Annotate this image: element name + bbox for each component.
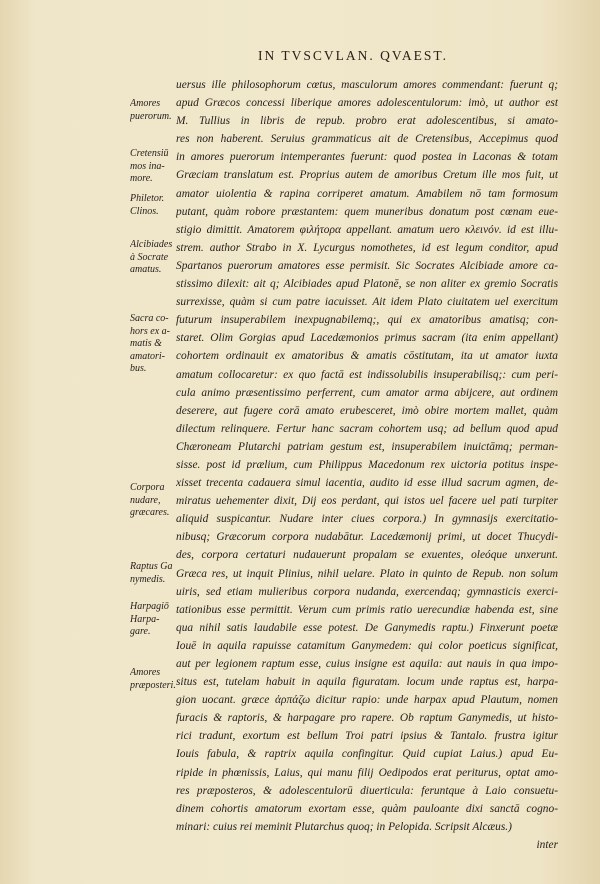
text-line: res non haberent. Seruius grammaticus ait de Cretensibus, Accepimus quod xyxy=(176,133,558,146)
text-line: dilectum relinquere. Fertur hanc sacram cohortem usq; ad bellum quod apud xyxy=(176,422,558,435)
text-line: res præposteros, & adolescentulorū diuerticula: feruntque à Laio consuetu- xyxy=(176,784,558,797)
text-line: Chæroneam Plutarchi patriam gestum est, insuperabilem inuictāmq; perman- xyxy=(176,440,558,453)
margin-note-cretensium xyxy=(130,148,178,186)
margin-note-line: Harpa- xyxy=(130,613,160,625)
margin-note-line: præposteri. xyxy=(130,679,176,691)
margin-note-line: more. xyxy=(130,173,153,184)
text-line: M. Tullius in libris de repub. probro erat adolescentibus, si amato- xyxy=(176,115,558,128)
margin-note-line: mos ina- xyxy=(130,160,165,172)
margin-note-line: Philetor. xyxy=(130,193,165,204)
margin-note-alcibiades xyxy=(130,239,178,277)
text-line: stigio dimittit. Amatorem φιλήτορα appellant. amatum uero κλεινόν. id est illu- xyxy=(176,223,558,236)
margin-note-line: matis & xyxy=(130,338,162,349)
text-line: staret. Olim Gorgias apud Lacedæmonios primus sacram (ita enim appellant) xyxy=(176,332,558,345)
text-line: miratus uehementer dixit, Dij eos perdant, qui istos uel facere uel pati turpiter xyxy=(176,495,558,508)
text-line: Iouis fabula, & raptrix aquila confingitur. Quid cupiat Laius.) apud Eu- xyxy=(176,748,558,761)
text-line: apud Græcos concessi liberique amores adolescentulorum: imò, ut author est xyxy=(176,97,558,110)
text-line: xisset trecenta cadauera simul iacentia, audito id esse illud sacrum agmen, de- xyxy=(176,477,558,490)
margin-note-line: amatori- xyxy=(130,350,165,362)
text-line: situs est, tutelam habuit in aquila figuratam. locum unde raptus est, harpa- xyxy=(176,676,558,689)
text-line: dinem cohortis amatorum exortam esse, quàm pauloante dixi sanctā cogno- xyxy=(176,802,558,815)
text-line: Spartanos puerorum amatores esse permisit. Sic Socrates Alcibiade amore ca- xyxy=(176,259,558,272)
margin-note-line: Alcibiades xyxy=(130,239,173,250)
text-line: gion uocant. græce ἁρπάζω dicitur rapio: unde harpax apud Plautum, nomen xyxy=(176,694,558,707)
text-line: furacis & raptoris, & harpagare pro rapere. Ob raptum Ganymedis, ut histo- xyxy=(176,712,558,725)
text-line: deserere, aut fugere corā amato erubesceret, imò obire mortem mallet, quàm xyxy=(176,404,558,417)
text-line: putant, quàm robore præstantem: quem muneribus donatum post cœnam eue- xyxy=(176,205,558,218)
margin-note-line: nymedis. xyxy=(130,573,166,585)
catchword: inter xyxy=(536,838,558,851)
text-line: amator uiolentia & rapina corriperet amatum. Amabilem nō tam formosum xyxy=(176,187,558,200)
text-line: qua nihil satis laudabile esse potest. De Ganymedis raptu.) Finxerunt poetæ xyxy=(176,621,558,634)
margin-note-line: Amores xyxy=(130,667,161,678)
margin-note-line: Amores xyxy=(130,98,161,109)
margin-note-line: nudare, xyxy=(130,494,161,506)
margin-note-harpagion xyxy=(130,601,178,639)
margin-note-corpora-nudare xyxy=(130,482,178,520)
text-line: tationibus esse permittit. Verum cum primis ratio uerecundiæ habenda est, sine xyxy=(176,603,558,616)
text-line: rici tradunt, exortum est bellum Troi patri ipsius & Tantalo. frustra igitur xyxy=(176,730,558,743)
text-line: uersus ille philosophorum cœtus, masculorum amores commendant: fuerunt q; xyxy=(176,79,558,91)
text-line: nibusq; Græcorum corpora nudabātur. Lacedæmonij primi, ut docet Thucydi- xyxy=(176,531,558,544)
margin-note-line: gare. xyxy=(130,626,151,637)
text-line: futurum insuperabilem inexpugnabilemq;, qui ex amatoribus amatisq; con- xyxy=(176,314,558,327)
text-line: in amores puerorum intemperantes fuerunt: quod postea in Laconas & totam xyxy=(176,151,558,164)
margin-note-line: Corpora xyxy=(130,482,165,493)
text-line: cohortem ordinauit ex amatoribus & amatis cōstitutam, ita ut amator iuxta xyxy=(176,350,558,363)
margin-note-sacra-cohors xyxy=(130,313,178,376)
text-line: aut per legionem raptum esse, cuius insigne est aquila: aut nauis in qua impo- xyxy=(176,658,558,670)
text-line: Græciam translatum est. Proprius autem de amoribus Cretum ille mos fuit, ut xyxy=(176,169,558,182)
text-line: cula animo præsentissimo perferrent, cum amator arma abijcere, aut ordinem xyxy=(176,386,558,399)
text-line: aliquid suspicantur. Nudare inter ciues corpora.) In gymnasijs exercitatio- xyxy=(176,513,558,526)
margin-note-amores-praeposteri xyxy=(130,667,178,692)
margin-note-line: græcares. xyxy=(130,507,170,518)
margin-note-line: puerorum. xyxy=(130,110,172,122)
margin-note-line: hors ex a- xyxy=(130,325,170,337)
margin-note-raptus-ganymedis xyxy=(130,561,178,586)
text-line: amatum collocaretur: ex quo factā est indissolubilis insuperabilisq;: cum peri- xyxy=(176,368,558,381)
margin-note-line: Raptus Ga xyxy=(130,561,173,572)
margin-note-philetor xyxy=(130,193,178,218)
text-line: ripide in phœnissis, Laius, qui manu filij Oedipodos erat periturus, optat amo- xyxy=(176,766,558,779)
margin-note-line: bus. xyxy=(130,363,147,374)
main-text-block xyxy=(176,76,558,854)
text-line: strem. author Strabo in X. Lycurgus nomothetes, id est legum conditor, apud xyxy=(176,241,558,254)
text-line: sisse. post id prælium, cum Philippus Macedonum rex uictoria potitus inspe- xyxy=(176,458,558,471)
text-line: minari: cuius rei meminit Plutarchus quoq; in Pelopida. Scripsit Alcæus.) xyxy=(176,820,512,833)
running-head: IN TVSCVLAN. QVAEST. xyxy=(258,48,449,63)
margin-note-line: Cretensiū xyxy=(130,148,169,159)
margin-note-line: à Socrate xyxy=(130,251,169,263)
text-line: stissimo dilexit: ait q; Alcibiades apud Platonē, se non aliter ex gremio Socratis xyxy=(176,278,558,291)
margin-note-line: Sacra co- xyxy=(130,313,169,324)
text-line: Iouē in aquila rapuisse catamitum Ganymedem: qui color poeticus significat, xyxy=(176,639,558,652)
text-line: des, corpora certaturi nudauerunt propalam se exuentes, oleóque unxerunt. xyxy=(176,549,558,562)
margin-note-line: Harpagiō xyxy=(130,601,169,612)
text-line: surrexisse, quàm si cum patre iacuisset. Ait idem Plato ciuitatem uel exercitum xyxy=(176,296,558,309)
margin-note-line: Clinos. xyxy=(130,205,159,217)
margin-note-amores-puerorum xyxy=(130,98,178,123)
text-line: uiris, sed etiam mulieribus corpora nudanda, exercendaq; gymnasticis exerci- xyxy=(176,585,558,598)
text-line: Græca res, ut inquit Plinius, nihil uelare. Plato in quinto de Repub. non solum xyxy=(176,567,558,580)
margin-note-line: amatus. xyxy=(130,264,162,275)
